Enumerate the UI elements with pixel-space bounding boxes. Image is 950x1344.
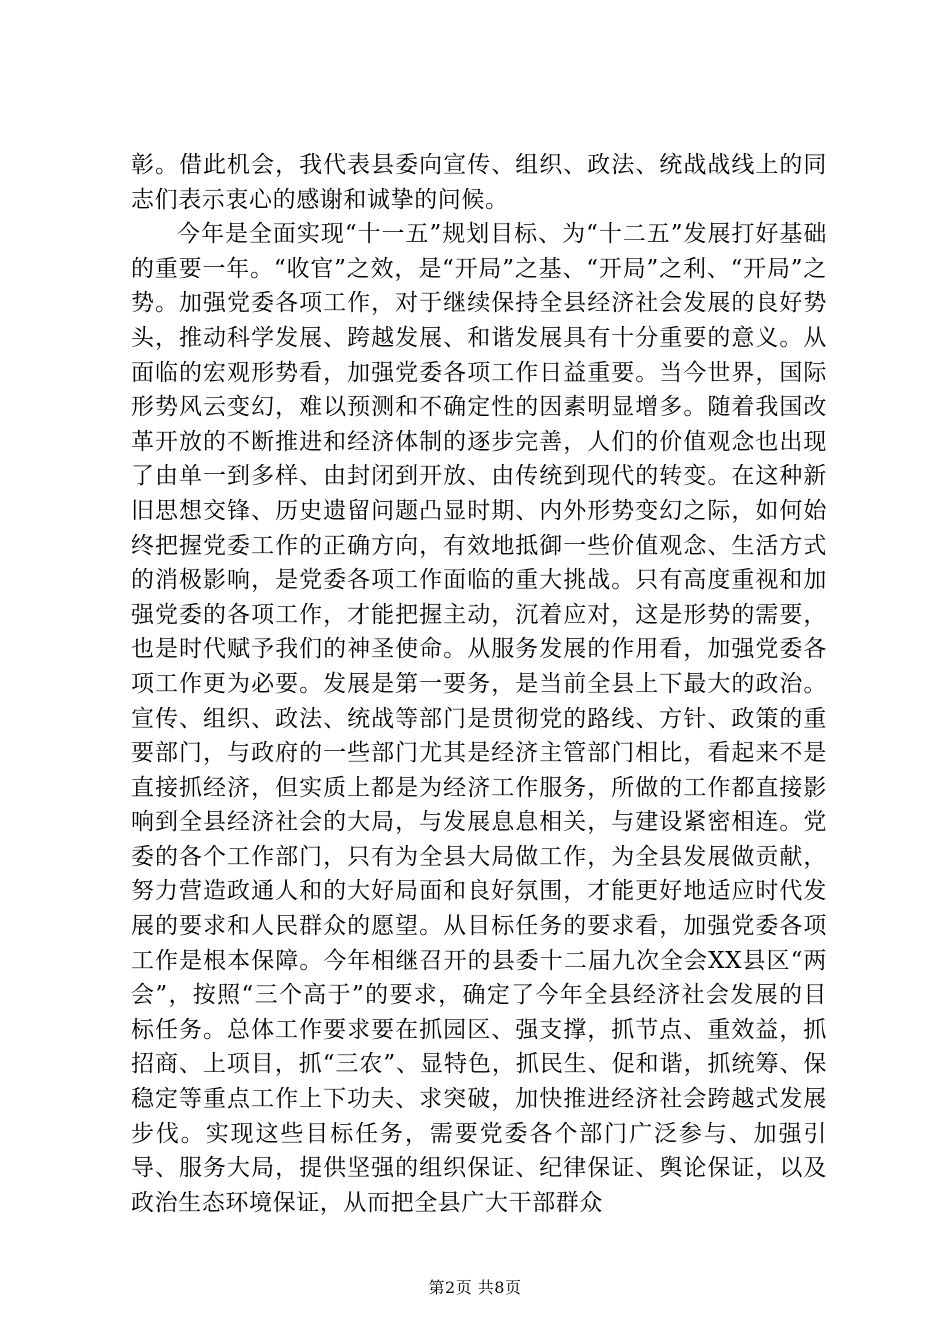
paragraph-continuation: 彰。借此机会，我代表县委向宣传、组织、政法、统战战线上的同志们表示衷心的感谢和诚挚的问候。 <box>131 152 827 213</box>
paragraph-main: 今年是全面实现“十一五”规划目标、为“十二五”发展打好基础的重要一年。“收官”之效，是“开局”之基、“开局”之利、“开局”之势。加强党委各项工作，对于继续保持全县经济社会发展的良好势头，推动科学发展、跨越发展、和谐发展具有十分重要的意义。从面临的宏观形势看，加强党委各项工作日益重要。当今世界，国际形势风云变幻，难以预测和不确定性的因素明显增多。随着我国改革开放的不断推进和经济体制的逐步完善，人们的价值观念也出现了由单一到多样、由封闭到开放、由传统到现代的转变。在这种新旧思想交锋、历史遗留问题凸显时期、内外形势变幻之际，如何始终把握党委工作的正确方向，有效地抵御一些价值观念、生活方式的消极影响，是党委各项工作面临的重大挑战。只有高度重视和加强党委的各项工作，才能把握主动，沉着应对，这是形势的需要，也是时代赋予我们的神圣使命。从服务发展的作用看，加强党委各项工作更为必要。发展是第一要务，是当前全县上下最大的政治。宣传、组织、政法、统战等部门是贯彻党的路线、方针、政策的重要部门，与政府的一些部门尤其是经济主管部门相比，看起来不是直接抓经济，但实质上都是为经济工作服务，所做的工作都直接影响到全县经济社会的大局，与发展息息相关，与建设紧密相连。党委的各个工作部门，只有为全县大局做工作，为全县发展做贡献，努力营造政通人和的大好局面和良好氛围，才能更好地适应时代发展的要求和人民群众的愿望。从目标任务的要求看，加强党委各项工作是根本保障。今年相继召开的县委十二届九次全会XX县区“两会”，按照“三个高于”的要求，确定了今年全县经济社会发展的目标任务。总体工作要求要在抓园区、强支撑，抓节点、重效益，抓招商、上项目，抓“三农”、显特色，抓民生、促和谐，抓统筹、保稳定等重点工作上下功夫、求突破，加快推进经济社会跨越式发展步伐。实现这些目标任务，需要党委各个部门广泛参与、加强引导、服务大局，提供坚强的组织保证、纪律保证、舆论保证，以及政治生态环境保证，从而把全县广大干部群众 <box>131 221 827 1216</box>
page-number-footer: 第2页 共8页 <box>428 1278 522 1297</box>
document-body <box>131 148 827 1220</box>
